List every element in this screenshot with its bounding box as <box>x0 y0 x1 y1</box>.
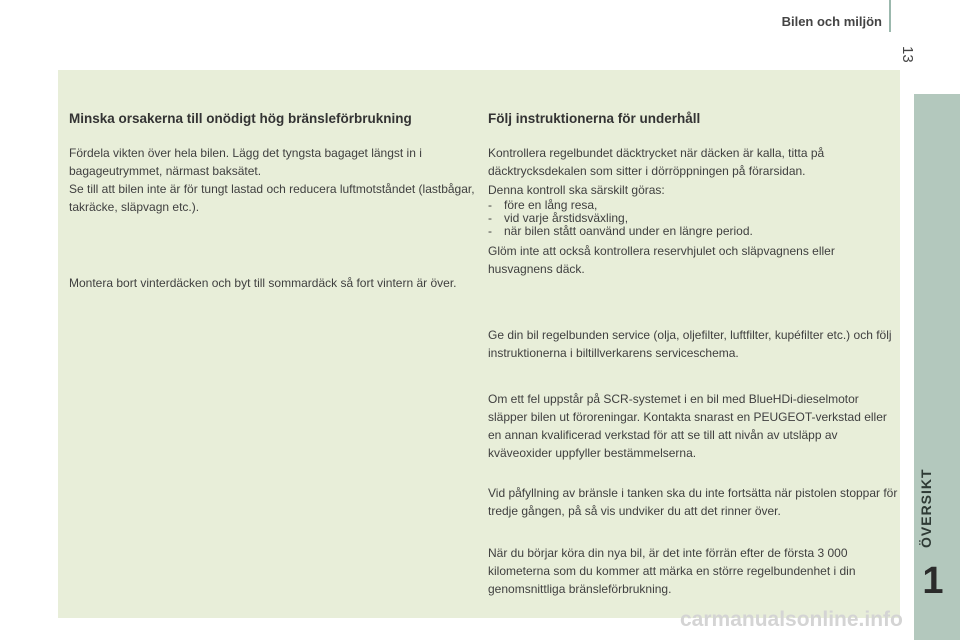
watermark: carmanualsonline.info <box>680 608 903 631</box>
right-paragraph: När du börjar köra din nya bil, är det inte förrän efter de första 3 000 kilometerna som du kommer att märka en större regelbundenhet i din genomsnittliga bränsleförbrukning. <box>488 546 856 596</box>
left-paragraph: Montera bort vinterdäcken och byt till sommardäck så fort vintern är över. <box>69 276 457 290</box>
list-item: - före en lång resa, <box>488 199 898 212</box>
header-title: Bilen och miljön <box>781 14 882 29</box>
left-paragraph: Se till att bilen inte är för tungt lastad och reducera luftmotståndet (lastbågar, takräcke, släpvagn etc.). <box>69 182 475 214</box>
right-paragraph: Ge din bil regelbunden service (olja, oljefilter, luftfilter, kupéfilter etc.) och följ instruktionerna i biltillverkarens serviceschema. <box>488 328 892 360</box>
header-divider <box>889 0 891 32</box>
chapter-number: 1 <box>922 560 944 602</box>
right-paragraph: Kontrollera regelbundet däcktrycket när däcken är kalla, titta på däcktrycksdekalen som sitter i dörröppningen på förarsidan. <box>488 146 825 178</box>
left-heading: Minska orsakerna till onödigt hög bränsleförbrukning <box>69 111 412 126</box>
list-item: - när bilen stått oanvänd under en längre period. <box>488 225 898 238</box>
right-paragraph: Vid påfyllning av bränsle i tanken ska du inte fortsätta när pistolen stoppar för tredje gången, på så vis undviker du att det rinner över. <box>488 486 898 518</box>
page-number: 13 <box>899 46 916 63</box>
right-paragraph: Glöm inte att också kontrollera reservhjulet och släpvagnens eller husvagnens däck. <box>488 244 835 276</box>
side-tab <box>914 94 960 640</box>
right-heading: Följ instruktionerna för underhåll <box>488 111 701 126</box>
right-paragraph: Om ett fel uppstår på SCR-systemet i en bil med BlueHDi-dieselmotor släpper bilen ut föroreningar. Kontakta snarast en PEUGEOT-verkstad eller en annan kvalificerad verkstad för att se till att nivån av utsläpp av kväveoxider uppfyller bestämmelserna. <box>488 392 887 460</box>
section-label: ÖVERSIKT <box>918 468 934 548</box>
left-paragraph: Fördela vikten över hela bilen. Lägg det tyngsta bagaget längst in i bagageutrymmet, närmast baksätet. <box>69 146 422 178</box>
check-list <box>488 199 898 238</box>
content-panel <box>58 70 900 618</box>
check-lead: Denna kontroll ska särskilt göras: <box>488 183 665 197</box>
list-item: - vid varje årstidsväxling, <box>488 212 898 225</box>
